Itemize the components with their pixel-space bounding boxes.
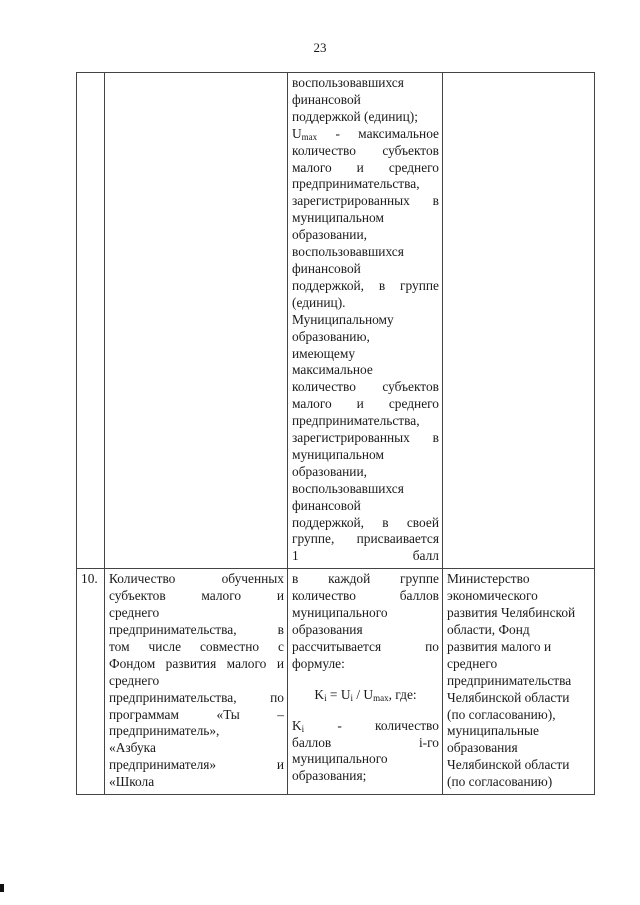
text-line: предпринимательства,	[292, 176, 420, 192]
text-line: муниципального	[292, 751, 388, 767]
text-line: финансовой	[292, 497, 361, 513]
text-line: муниципальном	[292, 210, 384, 226]
text-line: экономического	[447, 588, 538, 604]
table-row-continued	[77, 73, 595, 569]
text-line: поддержкой (единиц);	[292, 108, 418, 124]
formula-tail: , где:	[388, 686, 417, 702]
text-line: «Азбука	[109, 740, 156, 756]
text-line: Фондом развития малого и	[109, 655, 284, 671]
text-line: зарегистрированных в	[292, 430, 439, 446]
text-line: группе, присваивается	[292, 531, 439, 547]
text-line: среднего	[447, 655, 498, 671]
table-row-10	[77, 569, 595, 795]
text-line: максимальное	[292, 362, 373, 378]
ki-definition-line	[292, 718, 439, 735]
text-line: среднего	[109, 605, 160, 621]
text-line: образования;	[292, 768, 367, 784]
text-line: субъектов малого и	[109, 588, 284, 604]
ki-subscript: i	[301, 723, 305, 734]
text-line: муниципального	[292, 605, 388, 621]
text-line: количество субъектов	[292, 142, 439, 158]
document-table	[76, 72, 595, 795]
text-line: (по согласованию),	[447, 706, 556, 722]
text-line: воспользовавшихся	[292, 244, 404, 260]
text-line: образовании,	[292, 463, 367, 479]
text-line: муниципальном	[292, 446, 384, 462]
formula	[292, 687, 439, 704]
text-line: области, Фонд	[447, 622, 530, 637]
text-line: финансовой	[292, 260, 361, 276]
text-line: малого и среднего	[292, 159, 439, 175]
cell-executor	[443, 569, 595, 795]
text-line: Челябинской области	[447, 757, 570, 773]
ki-symbol: K	[292, 717, 302, 733]
cell-indicator-empty	[105, 73, 288, 569]
text-line: образования	[292, 622, 363, 637]
text-line: формуле:	[292, 655, 345, 671]
text-line: поддержкой, в группе	[292, 277, 439, 293]
formula-eq: = U	[326, 686, 351, 702]
text-line: поддержкой, в своей	[292, 514, 439, 530]
text-line: предпринимательства, по	[109, 689, 284, 705]
cell-method-continued	[288, 73, 443, 569]
text-line: количество субъектов	[292, 379, 439, 395]
text-line: Челябинской области	[447, 689, 570, 705]
umax-subscript: max	[301, 131, 318, 142]
formula-umax-sub: max	[373, 692, 389, 703]
text-line: баллов i-го	[292, 734, 439, 750]
text-line: предпринимателя» и	[109, 757, 284, 773]
text-line: образовании,	[292, 227, 367, 243]
row-number: 10.	[77, 569, 105, 795]
text-line: предпринимательства	[447, 672, 572, 688]
text-line: воспользовавшихся	[292, 75, 404, 90]
text-line: предпринимательства,	[292, 413, 420, 429]
text-line: среднего	[109, 672, 160, 688]
text-line: (по согласованию)	[447, 774, 553, 790]
text-line: «Школа	[109, 774, 155, 790]
text-line: предпринимательства, в	[109, 622, 284, 637]
cell-executor-empty	[443, 73, 595, 569]
text-line: Муниципальному	[292, 311, 394, 327]
text-line: имеющему	[292, 345, 356, 361]
umax-text: - максимальное	[317, 125, 439, 141]
text-line: воспользовавшихся	[292, 480, 404, 496]
text-line: в каждой группе	[292, 571, 439, 587]
formula-k-sub: i	[324, 692, 327, 703]
text-line: зарегистрированных в	[292, 193, 439, 209]
text-line: образованию,	[292, 328, 370, 344]
cell-indicator	[105, 569, 288, 795]
text-line: развития малого и	[447, 638, 552, 654]
text-line: количество баллов	[292, 588, 439, 604]
text-line: муниципальные	[447, 723, 539, 739]
formula-div: / U	[353, 686, 374, 702]
text-line: образования	[447, 740, 518, 756]
text-line: предприниматель»,	[109, 723, 220, 739]
text-line: Министерство	[447, 571, 530, 587]
text-line: Количество обученных	[109, 571, 284, 587]
umax-definition-line	[292, 126, 439, 143]
text-line: (единиц).	[292, 294, 346, 310]
formula-k: K	[314, 686, 325, 702]
text-line: рассчитывается по	[292, 638, 439, 654]
scan-mark	[0, 884, 4, 892]
text-line: финансовой	[292, 91, 361, 107]
cell-method	[288, 569, 443, 795]
ki-text: - количество	[304, 717, 439, 733]
text-line: 1 балл	[292, 548, 439, 564]
cell-number-empty	[77, 73, 105, 569]
text-line: малого и среднего	[292, 396, 439, 412]
page-number: 23	[313, 40, 327, 55]
umax-symbol: U	[292, 125, 302, 141]
text-line: том числе совместно с	[109, 638, 284, 654]
text-line: программам «Ты –	[109, 706, 284, 722]
text-line: развития Челябинской	[447, 605, 576, 621]
formula-u-sub: i	[350, 692, 354, 703]
